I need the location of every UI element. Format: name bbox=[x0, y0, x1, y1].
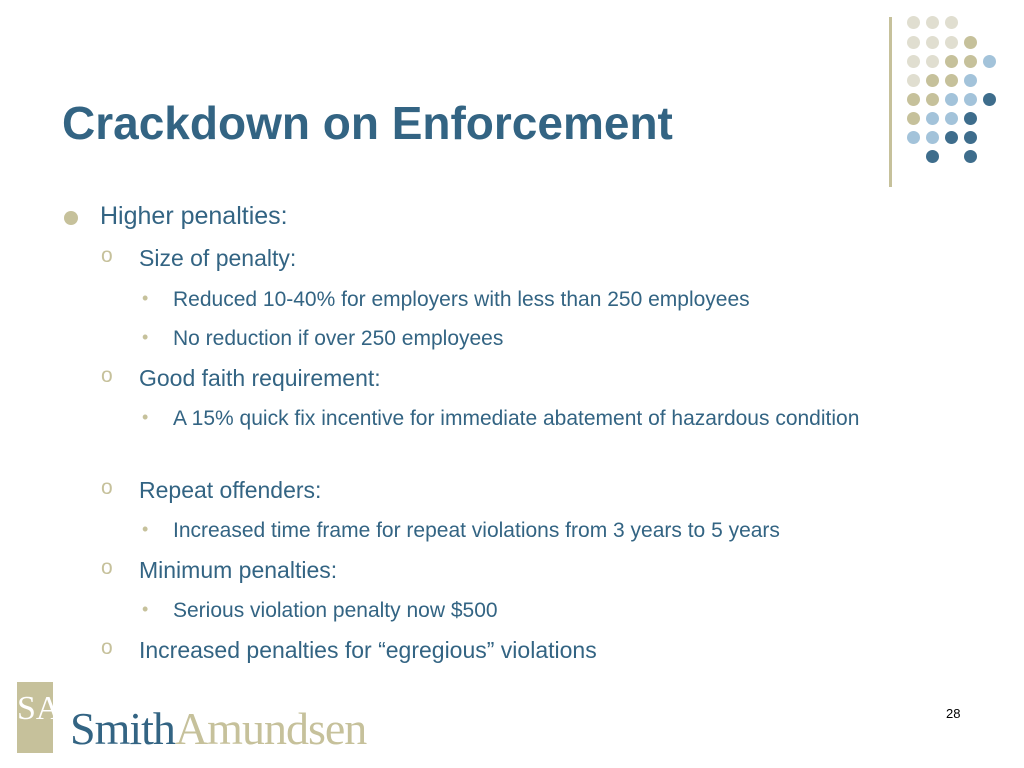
list-item: A 15% quick fix incentive for immediate abatement of hazardous condition bbox=[173, 407, 860, 430]
decor-dot bbox=[964, 55, 977, 68]
decor-dot bbox=[964, 93, 977, 106]
decor-dot bbox=[945, 16, 958, 29]
decorative-dot-grid bbox=[907, 12, 1017, 172]
bullet-heading: Higher penalties: bbox=[100, 202, 288, 230]
sub-bullet-size: Size of penalty: bbox=[139, 245, 297, 271]
list-item: Serious violation penalty now $500 bbox=[173, 599, 498, 622]
list-item: No reduction if over 250 employees bbox=[173, 327, 504, 350]
decorative-divider bbox=[889, 17, 892, 187]
decor-dot bbox=[907, 93, 920, 106]
sub-bullet-repeat: Repeat offenders: bbox=[139, 477, 322, 503]
circle-bullet-icon: o bbox=[101, 244, 113, 267]
decor-dot bbox=[983, 55, 996, 68]
decor-dot bbox=[926, 131, 939, 144]
decor-dot bbox=[964, 150, 977, 163]
decor-dot bbox=[983, 93, 996, 106]
slide-title: Crackdown on Enforcement bbox=[62, 97, 673, 149]
decor-dot bbox=[945, 131, 958, 144]
decor-dot bbox=[945, 112, 958, 125]
decor-dot bbox=[926, 16, 939, 29]
logo-name-amundsen: Amundsen bbox=[174, 703, 367, 754]
decor-dot bbox=[907, 131, 920, 144]
sub-bullet-egregious: Increased penalties for “egregious” violations bbox=[139, 637, 597, 663]
decor-dot bbox=[964, 36, 977, 49]
circle-bullet-icon: o bbox=[101, 476, 113, 499]
decor-dot bbox=[926, 93, 939, 106]
logo-monogram-text: SA bbox=[17, 690, 61, 727]
decor-dot bbox=[945, 93, 958, 106]
decor-dot bbox=[907, 55, 920, 68]
decor-dot bbox=[945, 55, 958, 68]
dot-bullet-icon: • bbox=[142, 407, 149, 427]
decor-dot bbox=[945, 74, 958, 87]
decor-dot bbox=[907, 36, 920, 49]
sub-bullet-minimum: Minimum penalties: bbox=[139, 557, 338, 583]
decor-dot bbox=[926, 74, 939, 87]
decor-dot bbox=[926, 55, 939, 68]
logo-name-smith: Smith bbox=[70, 703, 175, 754]
dot-bullet-icon: • bbox=[142, 599, 149, 619]
bullet-dot-icon bbox=[64, 211, 78, 225]
list-item: Increased time frame for repeat violations from 3 years to 5 years bbox=[173, 519, 780, 542]
decor-dot bbox=[907, 112, 920, 125]
decor-dot bbox=[926, 36, 939, 49]
decor-dot bbox=[964, 131, 977, 144]
decor-dot bbox=[926, 112, 939, 125]
circle-bullet-icon: o bbox=[101, 636, 113, 659]
decor-dot bbox=[907, 74, 920, 87]
list-item: Reduced 10-40% for employers with less than 250 employees bbox=[173, 288, 750, 311]
circle-bullet-icon: o bbox=[101, 364, 113, 387]
logo-monogram bbox=[17, 682, 61, 753]
sub-bullet-good-faith: Good faith requirement: bbox=[139, 365, 381, 391]
decor-dot bbox=[926, 150, 939, 163]
dot-bullet-icon: • bbox=[142, 288, 149, 308]
company-logo bbox=[70, 702, 366, 755]
dot-bullet-icon: • bbox=[142, 519, 149, 539]
page-number: 28 bbox=[946, 706, 961, 721]
decor-dot bbox=[907, 16, 920, 29]
decor-dot bbox=[945, 36, 958, 49]
decor-dot bbox=[964, 74, 977, 87]
decor-dot bbox=[964, 112, 977, 125]
dot-bullet-icon: • bbox=[142, 327, 149, 347]
circle-bullet-icon: o bbox=[101, 556, 113, 579]
